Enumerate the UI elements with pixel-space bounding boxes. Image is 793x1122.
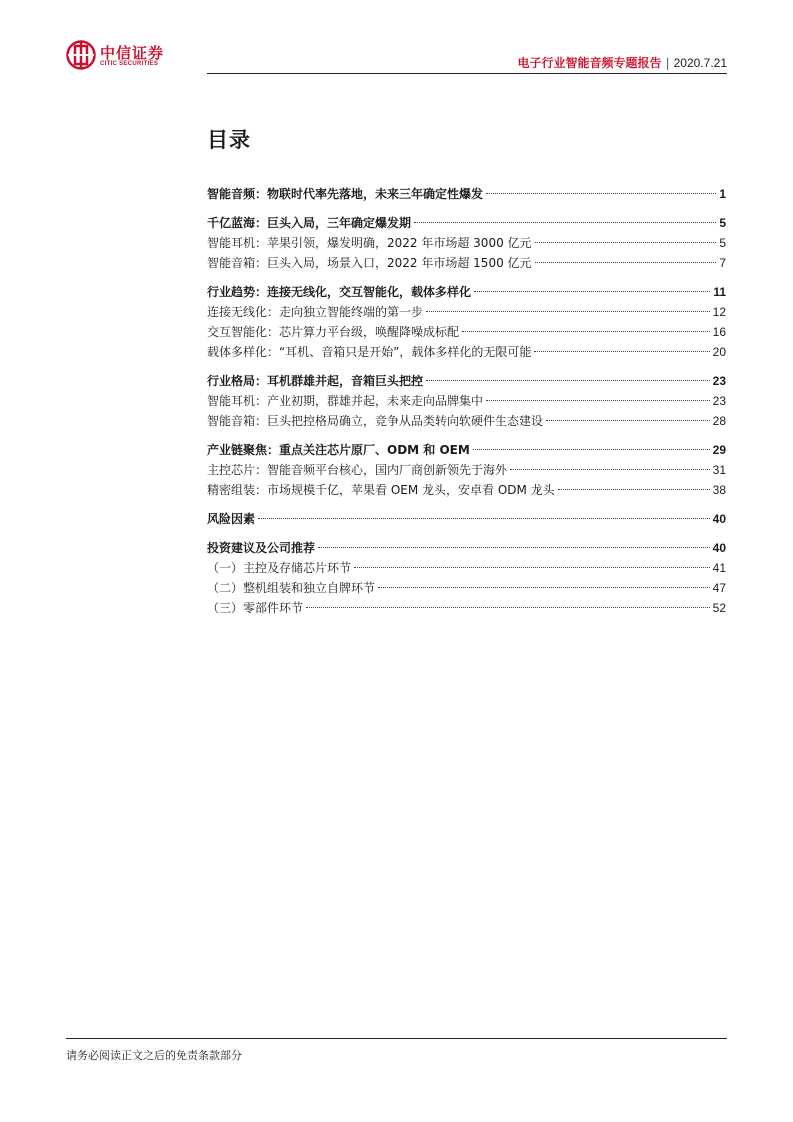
toc-subsection-entry[interactable] <box>207 578 726 598</box>
toc-dot-leader <box>462 331 710 332</box>
toc-entry-text: 风险因素 <box>207 512 256 526</box>
toc-subsection-entry[interactable] <box>207 480 726 500</box>
toc-page-number: 38 <box>712 483 726 497</box>
toc-page-number: 12 <box>712 305 726 319</box>
toc-page-number: 23 <box>712 394 726 408</box>
toc-dot-leader <box>258 518 710 519</box>
citic-logo-mark-icon <box>66 40 96 70</box>
toc-page-number: 7 <box>719 256 726 270</box>
toc-page-number: 5 <box>719 216 726 230</box>
toc-subsection-entry[interactable] <box>207 253 726 273</box>
toc-page-number: 41 <box>712 561 726 575</box>
toc-dot-leader <box>486 400 710 401</box>
toc-entry-text: 产业链聚焦：重点关注芯片原厂、ODM 和 OEM <box>207 443 470 457</box>
toc-entry-text: 千亿蓝海：巨头入局，三年确定爆发期 <box>207 216 412 230</box>
toc-dot-leader <box>426 311 710 312</box>
table-of-contents <box>207 184 726 618</box>
toc-page-number: 40 <box>712 512 726 526</box>
toc-dot-leader <box>546 420 710 421</box>
toc-section-entry[interactable] <box>207 282 726 302</box>
toc-section-entry[interactable] <box>207 213 726 233</box>
toc-subsection-entry[interactable] <box>207 302 726 322</box>
toc-entry-text: 交互智能化：芯片算力平台级，唤醒降噪成标配 <box>207 325 460 339</box>
toc-entry-text: 连接无线化：走向独立智能终端的第一步 <box>207 305 424 319</box>
toc-entry-text: 智能音频：物联时代率先落地，未来三年确定性爆发 <box>207 187 484 201</box>
toc-subsection-entry[interactable] <box>207 411 726 431</box>
toc-dot-leader <box>558 489 710 490</box>
toc-dot-leader <box>486 193 716 194</box>
toc-entry-text: （一）主控及存储芯片环节 <box>207 561 352 575</box>
toc-section-entry[interactable] <box>207 184 726 204</box>
toc-subsection-entry[interactable] <box>207 391 726 411</box>
logo-english-name: CITIC SECURITIES <box>100 61 159 67</box>
toc-page-number: 40 <box>712 541 726 555</box>
toc-entry-text: 智能音箱：巨头入局，场景入口，2022 年市场超 1500 亿元 <box>207 256 532 270</box>
toc-entry-text: 行业格局：耳机群雄并起，音箱巨头把控 <box>207 374 424 388</box>
header-divider <box>207 73 727 74</box>
toc-section-entry[interactable] <box>207 440 726 460</box>
toc-dot-leader <box>426 380 710 381</box>
toc-page-number: 28 <box>712 414 726 428</box>
toc-entry-text: 智能音箱：巨头把控格局确立，竞争从品类转向软硬件生态建设 <box>207 414 544 428</box>
footer-disclaimer: 请务必阅读正文之后的免责条款部分 <box>66 1049 242 1062</box>
toc-page-number: 52 <box>712 601 726 615</box>
toc-dot-leader <box>414 222 716 223</box>
report-title: 电子行业智能音频专题报告 <box>517 56 662 70</box>
toc-entry-text: 行业趋势：连接无线化，交互智能化，载体多样化 <box>207 285 472 299</box>
toc-page-number: 1 <box>719 187 726 201</box>
toc-entry-text: （二）整机组装和独立自牌环节 <box>207 581 376 595</box>
toc-entry-text: （三）零部件环节 <box>207 601 304 615</box>
report-header <box>518 54 727 71</box>
toc-entry-text: 智能耳机：产业初期，群雄并起，未来走向品牌集中 <box>207 394 484 408</box>
toc-page-number: 23 <box>712 374 726 388</box>
logo-name: 中信证券 <box>100 44 165 62</box>
toc-page-number: 20 <box>712 345 726 359</box>
toc-entry-text: 投资建议及公司推荐 <box>207 541 316 555</box>
toc-dot-leader <box>535 262 717 263</box>
toc-subsection-entry[interactable] <box>207 342 726 362</box>
toc-entry-text: 载体多样化：“耳机、音箱只是开始”，载体多样化的无限可能 <box>207 345 532 359</box>
toc-entry-text: 主控芯片：智能音频平台核心，国内厂商创新领先于海外 <box>207 463 508 477</box>
toc-dot-leader <box>535 242 717 243</box>
toc-page-number: 47 <box>712 581 726 595</box>
toc-subsection-entry[interactable] <box>207 460 726 480</box>
toc-page-number: 11 <box>713 285 726 299</box>
toc-entry-text: 精密组装：市场规模千亿，苹果看 OEM 龙头，安卓看 ODM 龙头 <box>207 483 555 497</box>
report-date: 2020.7.21 <box>673 56 727 70</box>
toc-subsection-entry[interactable] <box>207 233 726 253</box>
toc-entry-text: 智能耳机：苹果引领，爆发明确，2022 年市场超 3000 亿元 <box>207 236 532 250</box>
toc-section-entry[interactable] <box>207 371 726 391</box>
toc-dot-leader <box>378 587 710 588</box>
toc-page-number: 16 <box>712 325 726 339</box>
header-separator: | <box>665 56 670 70</box>
toc-subsection-entry[interactable] <box>207 598 726 618</box>
toc-dot-leader <box>473 449 710 450</box>
toc-dot-leader <box>306 607 710 608</box>
toc-page-number: 29 <box>712 443 726 457</box>
toc-page-number: 5 <box>719 236 726 250</box>
toc-dot-leader <box>510 469 710 470</box>
footer-divider <box>66 1038 727 1039</box>
toc-dot-leader <box>474 291 710 292</box>
toc-subsection-entry[interactable] <box>207 322 726 342</box>
toc-dot-leader <box>318 547 710 548</box>
toc-section-entry[interactable] <box>207 509 726 529</box>
toc-subsection-entry[interactable] <box>207 558 726 578</box>
citic-logo <box>66 40 176 74</box>
toc-dot-leader <box>354 567 710 568</box>
toc-page-number: 31 <box>712 463 726 477</box>
toc-section-entry[interactable] <box>207 538 726 558</box>
toc-dot-leader <box>534 351 709 352</box>
toc-title: 目录 <box>207 128 251 152</box>
